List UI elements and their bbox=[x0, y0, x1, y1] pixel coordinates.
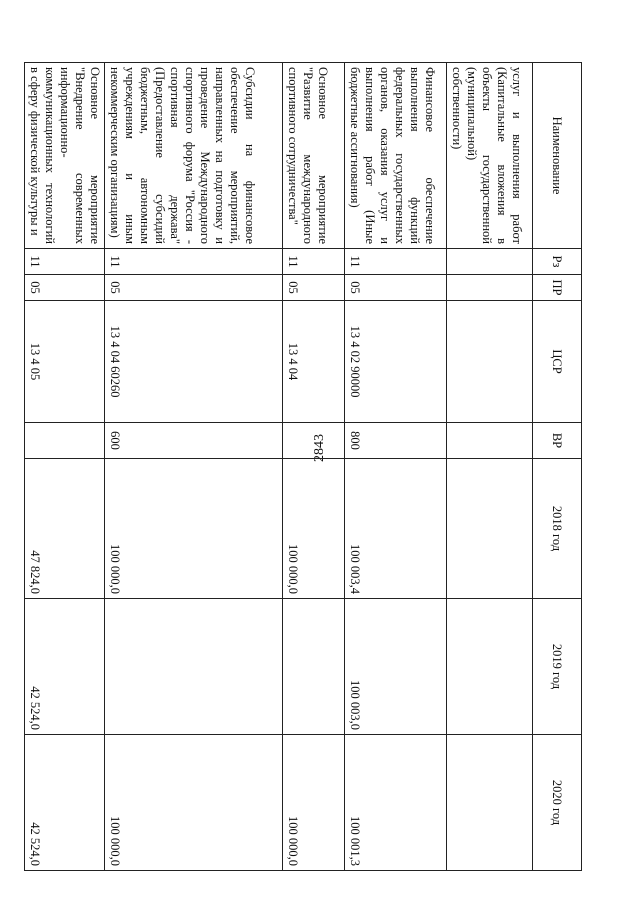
row-vr: 800 bbox=[345, 423, 447, 459]
col-header-2018: 2018 год bbox=[533, 459, 582, 599]
row-csr: 13 4 04 60260 bbox=[105, 301, 283, 423]
col-header-name: Наименование bbox=[533, 63, 582, 249]
row-vr bbox=[25, 423, 105, 459]
table-row bbox=[447, 63, 533, 871]
row-name: Финансовое обеспечение выполнения функций федеральных государственных органов, оказания услуг и выполнения работ (Иные бюджетные ассигнования) bbox=[345, 63, 447, 249]
row-2018: 100 000,0 bbox=[105, 459, 283, 599]
row-name: Субсидии на финансовое обеспечение мероприятий, направленных на подготовку и проведение Международного спортивного форума "Россия - спортивная держава" (Предоставление субсидий бюджетным, автономным учреждениям и иным некоммерческим организациям) bbox=[105, 63, 283, 249]
table-row bbox=[25, 63, 105, 871]
budget-table bbox=[24, 62, 582, 871]
row-2020: 42 524,0 bbox=[25, 735, 105, 871]
row-name: Основное мероприятие "Развитие международного спортивного сотрудничества" bbox=[283, 63, 345, 249]
row-csr: 13 4 05 bbox=[25, 301, 105, 423]
row-2019 bbox=[447, 599, 533, 735]
row-2018: 100 003,4 bbox=[345, 459, 447, 599]
row-2019: 42 524,0 bbox=[25, 599, 105, 735]
row-rz: 11 bbox=[345, 249, 447, 275]
page-number: 2843 bbox=[312, 434, 327, 462]
row-2019 bbox=[105, 599, 283, 735]
row-2018: 100 000,0 bbox=[283, 459, 345, 599]
row-vr: 600 bbox=[105, 423, 283, 459]
col-header-pr: ПР bbox=[533, 275, 582, 301]
row-2020: 100 000,0 bbox=[283, 735, 345, 871]
row-csr: 13 4 04 bbox=[283, 301, 345, 423]
row-pr bbox=[447, 275, 533, 301]
col-header-csr: ЦСР bbox=[533, 301, 582, 423]
row-rz bbox=[447, 249, 533, 275]
table-row bbox=[105, 63, 283, 871]
row-pr: 05 bbox=[283, 275, 345, 301]
row-pr: 05 bbox=[345, 275, 447, 301]
table-row bbox=[283, 63, 345, 871]
row-2019 bbox=[283, 599, 345, 735]
row-vr bbox=[283, 423, 345, 459]
col-header-rz: Рз bbox=[533, 249, 582, 275]
row-2018: 47 824,0 bbox=[25, 459, 105, 599]
row-2020 bbox=[447, 735, 533, 871]
row-2020: 100 000,0 bbox=[105, 735, 283, 871]
row-rz: 11 bbox=[283, 249, 345, 275]
row-pr: 05 bbox=[105, 275, 283, 301]
rotated-page bbox=[24, 62, 582, 871]
col-header-vr: ВР bbox=[533, 423, 582, 459]
header-row bbox=[533, 63, 582, 871]
col-header-2019: 2019 год bbox=[533, 599, 582, 735]
row-csr bbox=[447, 301, 533, 423]
row-2019: 100 003,0 bbox=[345, 599, 447, 735]
row-name: услуг и выполнения работ (Капитальные вложения в объекты государственной (муниципальной) собственности) bbox=[447, 63, 533, 249]
row-rz: 11 bbox=[105, 249, 283, 275]
row-2018 bbox=[447, 459, 533, 599]
col-header-2020: 2020 год bbox=[533, 735, 582, 871]
row-vr bbox=[447, 423, 533, 459]
row-2020: 100 001,3 bbox=[345, 735, 447, 871]
row-pr: 05 bbox=[25, 275, 105, 301]
row-csr: 13 4 02 90000 bbox=[345, 301, 447, 423]
row-name: Основное мероприятие "Внедрение современных информационно-коммуникационных технологий в сферу физической культуры и bbox=[25, 63, 105, 249]
row-rz: 11 bbox=[25, 249, 105, 275]
table-row bbox=[345, 63, 447, 871]
